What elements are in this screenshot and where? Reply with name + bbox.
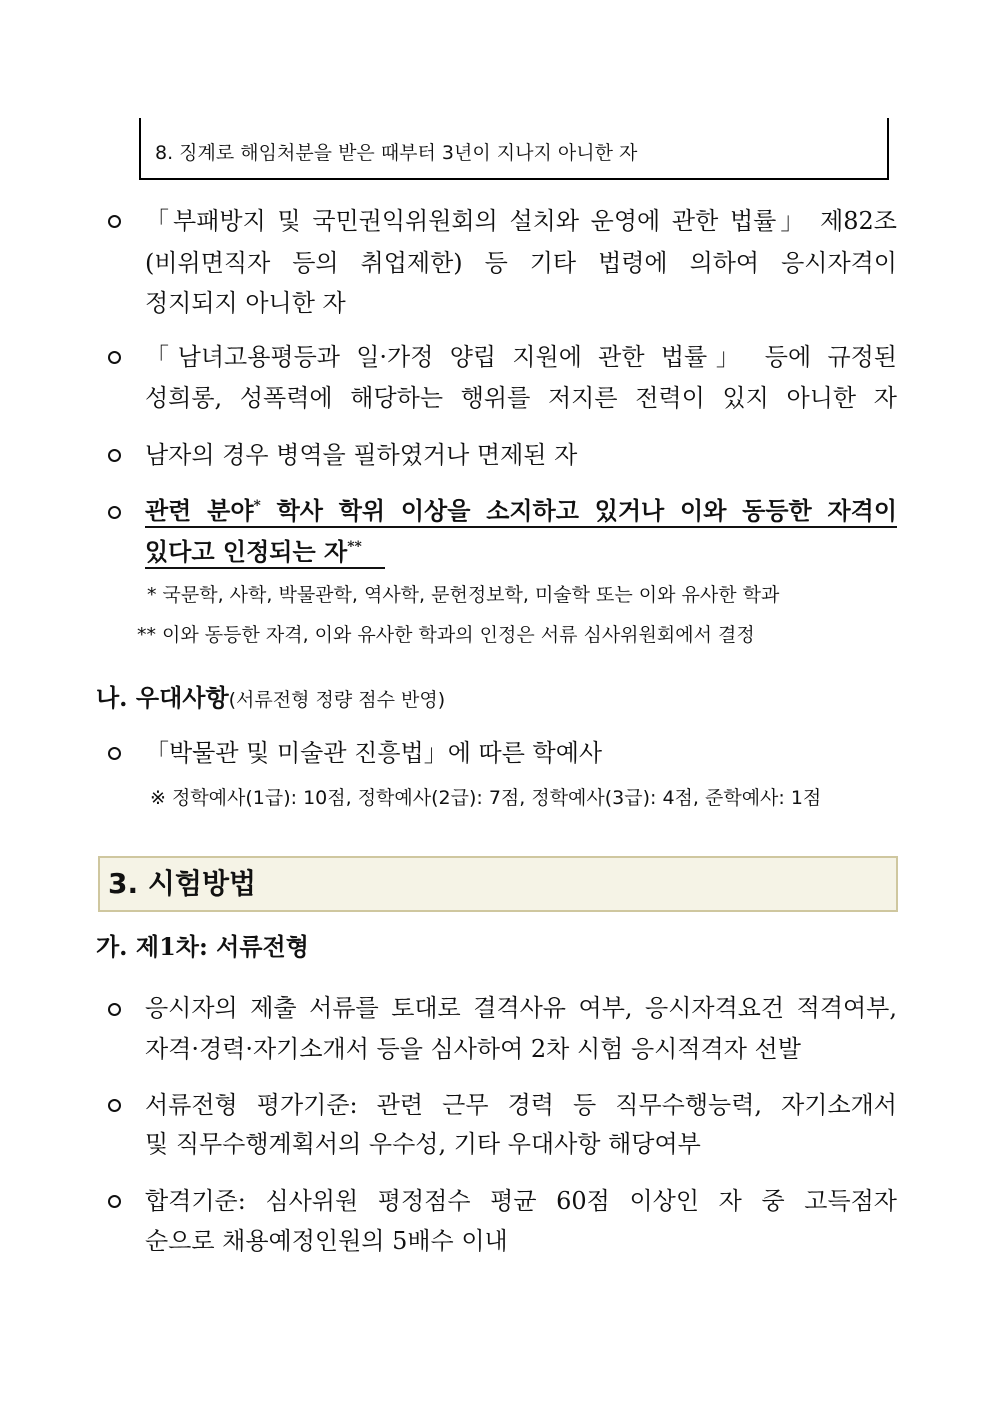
qualification-4-line-2-a: 있다고 인정되는 자 <box>145 537 348 566</box>
qualification-4-line-1-b: 학사 학위 이상을 소지하고 있거나 이와 동등한 자격이 <box>260 496 898 525</box>
hollow-circle-bullet-icon <box>108 506 121 519</box>
preference-item: 「박물관 및 미술관 진흥법」에 따른 학예사 <box>145 739 603 767</box>
hollow-circle-bullet-icon <box>108 1099 121 1112</box>
hollow-circle-bullet-icon <box>108 1195 121 1208</box>
qualification-4-line-1-a: 관련 분야 <box>145 496 254 525</box>
qualification-4-line-2 <box>145 537 897 566</box>
qualification-2-line-2: 성희롱, 성폭력에 해당하는 행위를 저지른 전력이 있지 아니한 자 <box>145 384 897 412</box>
preference-heading-note: (서류전형 정량 점수 반영) <box>228 689 446 711</box>
qualification-1-line-2: (비위면직자 등의 취업제한) 등 기타 법령에 의하여 응시자격이 <box>145 249 897 277</box>
qualification-2-line-1: 「남녀고용평등과 일·가정 양립 지원에 관한 법률」 등에 규정된 <box>145 343 897 371</box>
footnote-2: ** 이와 동등한 자격, 이와 유사한 학과의 인정은 서류 심사위원회에서 결정 <box>137 624 755 646</box>
preference-heading <box>96 683 446 712</box>
exam-item-1-line-1: 응시자의 제출 서류를 토대로 결격사유 여부, 응시자격요건 적격여부, <box>145 994 897 1022</box>
hollow-circle-bullet-icon <box>108 1003 121 1016</box>
qualification-1-line-3: 정지되지 아니한 자 <box>145 289 346 317</box>
underline <box>145 526 897 528</box>
preference-note: ※ 정학예사(1급): 10점, 정학예사(2급): 7점, 정학예사(3급): 4점, 준학예사: 1점 <box>150 787 822 809</box>
section-3-heading-box <box>98 856 898 912</box>
footnote-1: * 국문학, 사학, 박물관학, 역사학, 문헌정보학, 미술학 또는 이와 유사한 학과 <box>147 584 780 606</box>
hollow-circle-bullet-icon <box>108 449 121 462</box>
preference-heading-title: 나. 우대사항 <box>96 683 229 712</box>
exam-item-1-line-2: 자격·경력·자기소개서 등을 심사하여 2차 시험 응시적격자 선발 <box>145 1035 801 1063</box>
hollow-circle-bullet-icon <box>108 747 121 760</box>
disqualification-box <box>139 118 889 180</box>
qualification-3-line-1: 남자의 경우 병역을 필하였거나 면제된 자 <box>145 441 578 469</box>
hollow-circle-bullet-icon <box>108 351 121 364</box>
section-3-subheading: 가. 제1차: 서류전형 <box>96 932 309 961</box>
exam-item-3-line-1: 합격기준: 심사위원 평정점수 평균 60점 이상인 자 중 고득점자 <box>145 1187 897 1215</box>
underline <box>145 567 385 569</box>
footnote-mark-2: ** <box>347 539 362 555</box>
exam-item-2-line-1: 서류전형 평가기준: 관련 근무 경력 등 직무수행능력, 자기소개서 <box>145 1091 897 1119</box>
exam-item-3-line-2: 순으로 채용예정인원의 5배수 이내 <box>145 1227 508 1255</box>
qualification-4-line-1 <box>145 496 898 525</box>
section-3-title: 3. 시험방법 <box>108 867 257 900</box>
box-line-8: 8. 징계로 해임처분을 받은 때부터 3년이 지나지 아니한 자 <box>155 142 638 164</box>
qualification-1-line-1: 「부패방지 및 국민권익위원회의 설치와 운영에 관한 법률」 제82조 <box>145 207 897 235</box>
footnote-mark-1: * <box>253 498 261 514</box>
exam-item-2-line-2: 및 직무수행계획서의 우수성, 기타 우대사항 해당여부 <box>145 1130 701 1158</box>
hollow-circle-bullet-icon <box>108 215 121 228</box>
